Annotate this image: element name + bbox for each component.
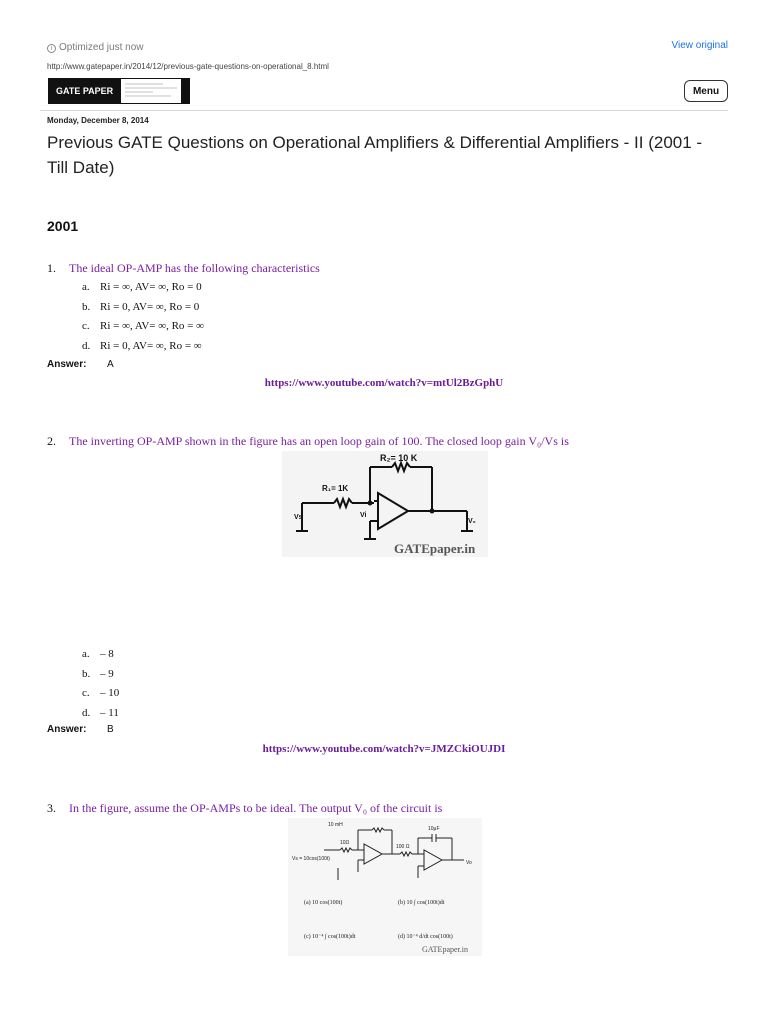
- fig1-watermark: GATEpaper.in: [394, 541, 476, 556]
- fig2-option-d: (d) 10⁻⁴ d/dt cos(100t): [398, 934, 453, 940]
- reader-topbar: [0, 0, 768, 71]
- option-item: d. – 11: [82, 706, 119, 719]
- fig1-vi-label: Vi: [360, 512, 367, 519]
- menu-button[interactable]: Menu: [684, 80, 728, 102]
- fig2-rin-label: 10Ω: [340, 840, 350, 846]
- page-url: http://www.gatepaper.in/2014/12/previous-gate-questions-on-operational_8.html: [47, 62, 329, 71]
- youtube-link-1[interactable]: https://www.youtube.com/watch?v=mtUl2BzGphU: [264, 377, 504, 389]
- fig2-c-label: 10μF: [428, 826, 440, 832]
- logo-banner-lines: [123, 81, 179, 101]
- section-year: 2001: [47, 218, 79, 234]
- page-title: Previous GATE Questions on Operational Amplifiers & Differential Amplifiers - II (2001 - Till Date): [47, 133, 703, 177]
- info-icon: i: [47, 44, 56, 53]
- option-item: c. – 10: [82, 687, 120, 699]
- option-item: b. Ri = 0, AV= ∞, Ro = 0: [82, 300, 200, 313]
- inverting-opamp-circuit: [282, 451, 488, 557]
- fig2-watermark: GATEpaper.in: [422, 945, 468, 954]
- question-3: 3. In the figure, assume the OP-AMPs to be ideal. The output V₀ of the circuit is: [47, 801, 443, 815]
- fig2-option-c: (c) 10⁻⁴ ∫ cos(100t)dt: [304, 934, 356, 940]
- fig1-vs-label: Vs: [294, 514, 303, 521]
- question-text: In the figure, assume the OP-AMPs to be ideal. The output V₀ of the circuit is: [69, 801, 443, 815]
- inverting-opamp-figure: [282, 451, 488, 557]
- fig1-vo-label: V₀: [468, 518, 476, 525]
- two-opamp-figure: [288, 818, 482, 956]
- fig1-r2-label: R₂= 10 K: [380, 453, 418, 463]
- post-date: Monday, December 8, 2014: [47, 116, 149, 125]
- optimized-notice: i Optimized just now: [47, 42, 143, 53]
- fig2-rmid-label: 100 Ω: [396, 844, 410, 850]
- site-logo[interactable]: [48, 78, 190, 104]
- fig2-option-a: (a) 10 cos(100t): [304, 900, 343, 906]
- divider: [40, 110, 728, 111]
- question-1-options: [82, 278, 204, 356]
- option-item: c. Ri = ∞, AV= ∞, Ro = ∞: [82, 320, 204, 332]
- fig1-r1-label: R₁= 1K: [322, 484, 349, 493]
- question-2: 2. The inverting OP-AMP shown in the figure has an open loop gain of 100. The closed loop gain V₀/Vs is: [47, 434, 569, 448]
- question-text: The inverting OP-AMP shown in the figure has an open loop gain of 100. The closed loop gain V₀/Vs is: [69, 434, 569, 448]
- option-item: b. – 9: [82, 667, 114, 680]
- question-text: The ideal OP-AMP has the following characteristics: [69, 261, 320, 275]
- option-item: d. Ri = 0, AV= ∞, Ro = ∞: [82, 339, 202, 352]
- logo-banner: [120, 78, 182, 104]
- answer-2: Answer: B: [47, 724, 114, 735]
- question-2-options: [82, 645, 119, 723]
- fig2-option-b: (b) 10 ∫ cos(100t)dt: [398, 900, 445, 906]
- fig2-vo-label: Vo: [466, 860, 472, 866]
- logo-mark: GATE PAPER: [56, 85, 114, 96]
- question-1: 1. The ideal OP-AMP has the following characteristics: [47, 261, 320, 275]
- fig2-rtop-label: 10 mH: [328, 822, 343, 828]
- option-item: a. Ri = ∞, AV= ∞, Ro = 0: [82, 281, 202, 293]
- two-opamp-circuit: [288, 818, 482, 956]
- fig2-vs-label: Vs = 10cos(100t): [292, 856, 330, 862]
- answer-1: Answer: A: [47, 359, 114, 370]
- youtube-link-2[interactable]: https://www.youtube.com/watch?v=JMZCkiOUJDI: [262, 743, 506, 755]
- option-item: a. – 8: [82, 648, 114, 660]
- view-original-link[interactable]: View original: [671, 40, 728, 51]
